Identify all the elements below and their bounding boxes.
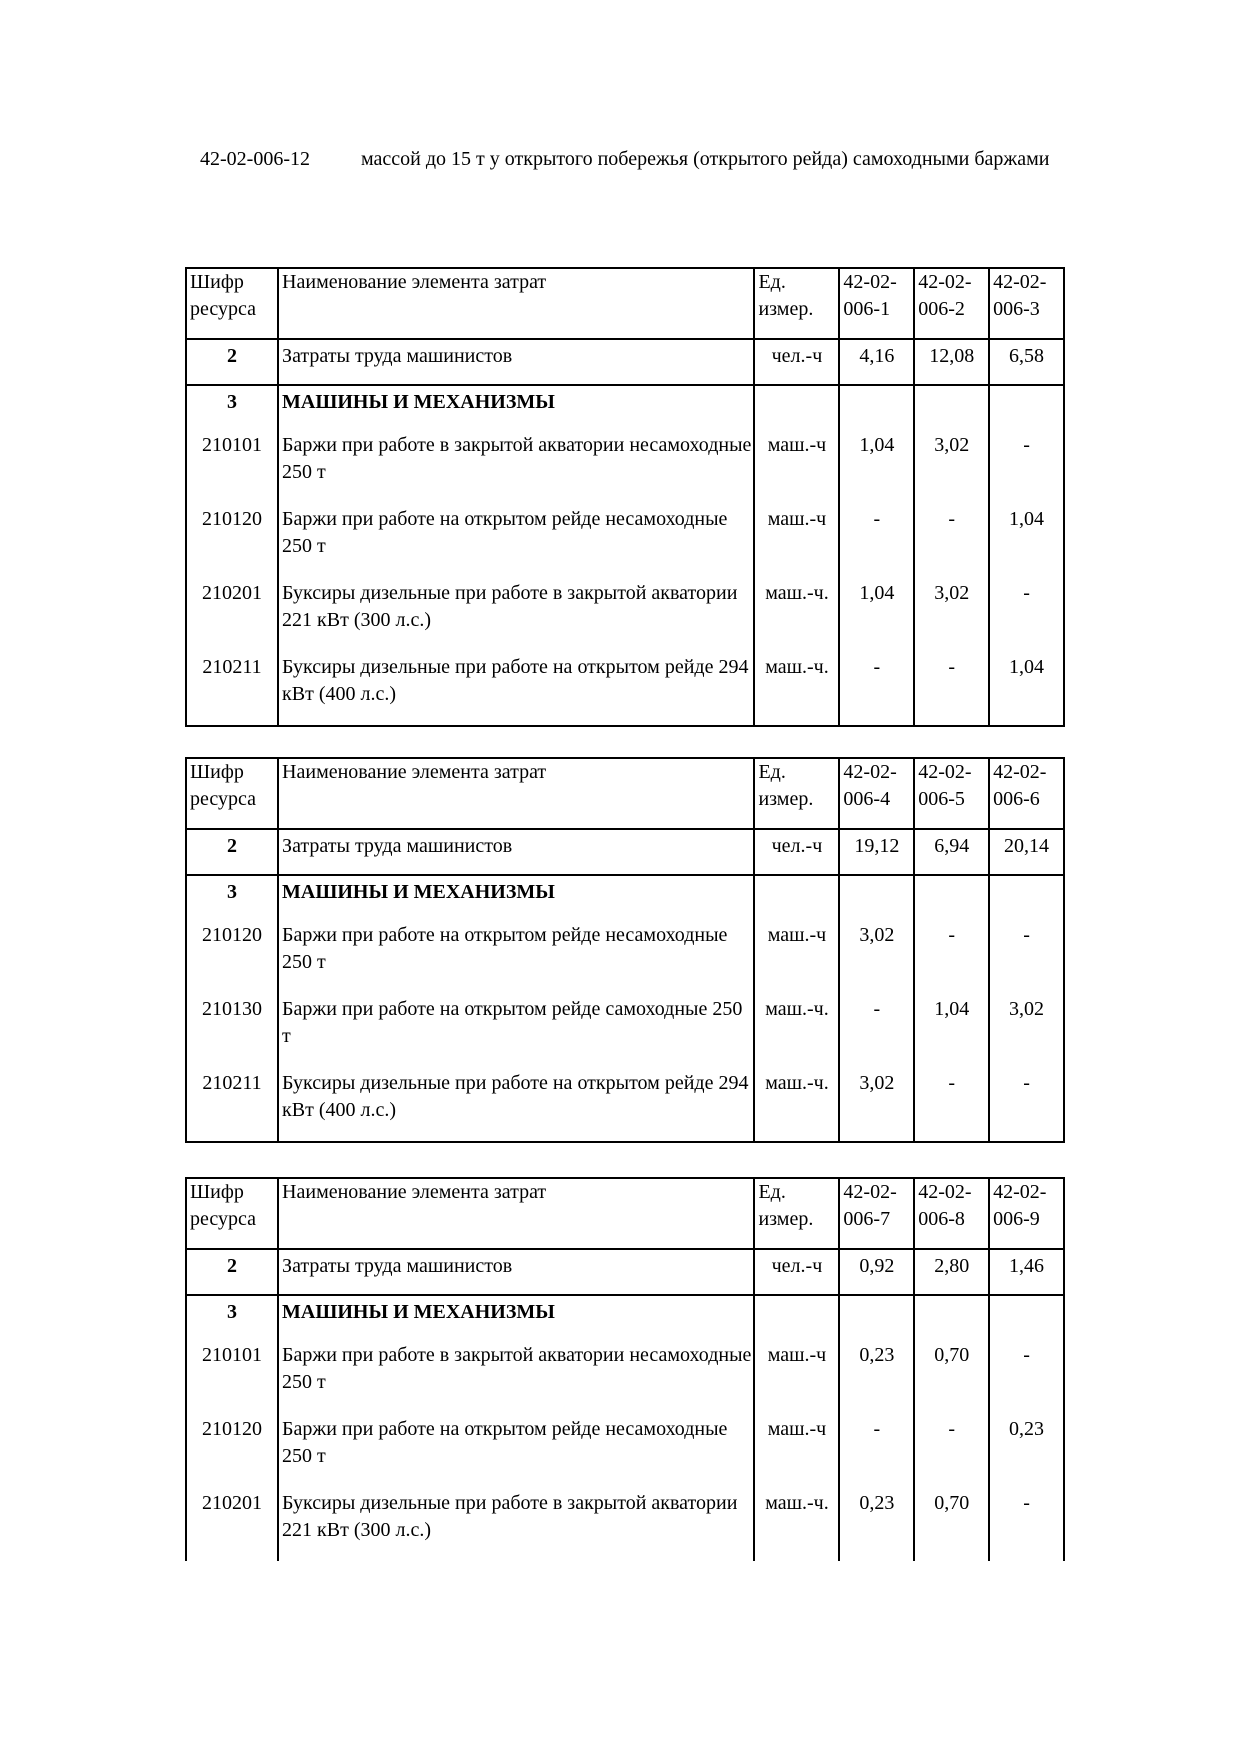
resource-name: Затраты труда машинистов	[278, 339, 754, 385]
empty-cell	[839, 875, 914, 919]
value-cell: 0,70	[914, 1339, 989, 1413]
value-cell: 0,70	[914, 1487, 989, 1561]
resource-code: 210201	[186, 577, 278, 651]
value-cell: -	[839, 503, 914, 577]
resource-name: Затраты труда машинистов	[278, 829, 754, 875]
resource-name: Буксиры дизельные при работе в закрытой акватории 221 кВт (300 л.с.)	[278, 1487, 754, 1561]
empty-cell	[754, 385, 839, 429]
resource-table-2	[185, 757, 1065, 1143]
unit-cell: маш.-ч	[754, 429, 839, 503]
resource-name: Баржи при работе в закрытой акватории несамоходные 250 т	[278, 429, 754, 503]
empty-cell	[839, 385, 914, 429]
unit-cell: маш.-ч	[754, 919, 839, 993]
norm-title: массой до 15 т у открытого побережья (открытого рейда) самоходными баржами	[361, 148, 1050, 170]
value-cell: 1,46	[989, 1249, 1064, 1295]
resource-code: 210120	[186, 503, 278, 577]
column-header: 42-02-006-6	[989, 758, 1064, 829]
resource-name: Баржи при работе на открытом рейде несамоходные 250 т	[278, 1413, 754, 1487]
resource-name: Баржи при работе на открытом рейде самоходные 250 т	[278, 993, 754, 1067]
value-cell: -	[989, 577, 1064, 651]
empty-cell	[914, 875, 989, 919]
resource-table-3	[185, 1177, 1065, 1561]
value-cell: 3,02	[914, 429, 989, 503]
table-header-row	[186, 268, 1064, 339]
table-row	[186, 1487, 1064, 1561]
value-cell: -	[914, 503, 989, 577]
table-header-row	[186, 1178, 1064, 1249]
value-cell: 3,02	[989, 993, 1064, 1067]
unit-cell: маш.-ч.	[754, 1487, 839, 1561]
value-cell: 1,04	[989, 503, 1064, 577]
value-cell: -	[839, 993, 914, 1067]
column-header: Наименование элемента затрат	[278, 758, 754, 829]
value-cell: -	[989, 1487, 1064, 1561]
unit-cell: чел.-ч	[754, 339, 839, 385]
unit-cell: чел.-ч	[754, 1249, 839, 1295]
empty-cell	[914, 1295, 989, 1339]
column-header: Наименование элемента затрат	[278, 1178, 754, 1249]
section-row	[186, 875, 1064, 919]
table-row	[186, 429, 1064, 503]
table-header-row	[186, 758, 1064, 829]
unit-cell: маш.-ч	[754, 503, 839, 577]
column-header: 42-02-006-1	[839, 268, 914, 339]
value-cell: -	[839, 651, 914, 726]
labor-row	[186, 339, 1064, 385]
section-code: 3	[186, 1295, 278, 1339]
value-cell: -	[914, 919, 989, 993]
column-header: 42-02-006-4	[839, 758, 914, 829]
resource-code: 210120	[186, 919, 278, 993]
cost-table	[185, 757, 1065, 1143]
empty-cell	[989, 875, 1064, 919]
unit-cell: маш.-ч.	[754, 1067, 839, 1142]
empty-cell	[914, 385, 989, 429]
section-code: 3	[186, 385, 278, 429]
unit-cell: маш.-ч.	[754, 651, 839, 726]
section-code: 3	[186, 875, 278, 919]
value-cell: 1,04	[839, 577, 914, 651]
unit-cell: маш.-ч.	[754, 577, 839, 651]
value-cell: 0,23	[989, 1413, 1064, 1487]
table-row	[186, 1413, 1064, 1487]
value-cell: 19,12	[839, 829, 914, 875]
table-row	[186, 919, 1064, 993]
resource-code: 2	[186, 829, 278, 875]
resource-name: Буксиры дизельные при работе на открытом рейде 294 кВт (400 л.с.)	[278, 1067, 754, 1142]
unit-cell: маш.-ч	[754, 1413, 839, 1487]
table-row	[186, 1339, 1064, 1413]
value-cell: 0,92	[839, 1249, 914, 1295]
value-cell: 6,94	[914, 829, 989, 875]
value-cell: -	[914, 651, 989, 726]
resource-code: 210101	[186, 1339, 278, 1413]
value-cell: 1,04	[914, 993, 989, 1067]
table-row	[186, 1067, 1064, 1142]
value-cell: 20,14	[989, 829, 1064, 875]
resource-name: Баржи при работе в закрытой акватории несамоходные 250 т	[278, 1339, 754, 1413]
labor-row	[186, 1249, 1064, 1295]
value-cell: 3,02	[839, 919, 914, 993]
resource-code: 2	[186, 1249, 278, 1295]
resource-name: Затраты труда машинистов	[278, 1249, 754, 1295]
value-cell: -	[989, 1339, 1064, 1413]
section-row	[186, 1295, 1064, 1339]
resource-code: 210101	[186, 429, 278, 503]
resource-name: Баржи при работе на открытом рейде несамоходные 250 т	[278, 919, 754, 993]
resource-code: 210211	[186, 1067, 278, 1142]
empty-cell	[989, 385, 1064, 429]
cost-table	[185, 267, 1065, 727]
cost-table	[185, 1177, 1065, 1561]
resource-name: Буксиры дизельные при работе на открытом рейде 294 кВт (400 л.с.)	[278, 651, 754, 726]
labor-row	[186, 829, 1064, 875]
resource-name: Буксиры дизельные при работе в закрытой акватории 221 кВт (300 л.с.)	[278, 577, 754, 651]
section-title: МАШИНЫ И МЕХАНИЗМЫ	[278, 1295, 754, 1339]
value-cell: 0,23	[839, 1487, 914, 1561]
column-header: 42-02-006-7	[839, 1178, 914, 1249]
column-header: Ед. измер.	[754, 1178, 839, 1249]
resource-name: Баржи при работе на открытом рейде несамоходные 250 т	[278, 503, 754, 577]
table-row	[186, 993, 1064, 1067]
value-cell: 0,23	[839, 1339, 914, 1413]
column-header: Ед. измер.	[754, 268, 839, 339]
unit-cell: чел.-ч	[754, 829, 839, 875]
value-cell: 4,16	[839, 339, 914, 385]
resource-code: 210130	[186, 993, 278, 1067]
value-cell: 1,04	[989, 651, 1064, 726]
section-title: МАШИНЫ И МЕХАНИЗМЫ	[278, 385, 754, 429]
resource-code: 210211	[186, 651, 278, 726]
unit-cell: маш.-ч	[754, 1339, 839, 1413]
resource-code: 210201	[186, 1487, 278, 1561]
empty-cell	[754, 875, 839, 919]
value-cell: -	[914, 1413, 989, 1487]
empty-cell	[989, 1295, 1064, 1339]
table-row	[186, 503, 1064, 577]
empty-cell	[839, 1295, 914, 1339]
table-row	[186, 651, 1064, 726]
section-title: МАШИНЫ И МЕХАНИЗМЫ	[278, 875, 754, 919]
value-cell: 6,58	[989, 339, 1064, 385]
column-header: Шифр ресурса	[186, 758, 278, 829]
resource-table-1	[185, 267, 1065, 727]
column-header: 42-02-006-9	[989, 1178, 1064, 1249]
value-cell: 2,80	[914, 1249, 989, 1295]
column-header: Ед. измер.	[754, 758, 839, 829]
value-cell: -	[839, 1413, 914, 1487]
column-header: 42-02-006-8	[914, 1178, 989, 1249]
empty-cell	[754, 1295, 839, 1339]
value-cell: 3,02	[914, 577, 989, 651]
column-header: Наименование элемента затрат	[278, 268, 754, 339]
column-header: 42-02-006-2	[914, 268, 989, 339]
resource-code: 210120	[186, 1413, 278, 1487]
table-row	[186, 577, 1064, 651]
column-header: Шифр ресурса	[186, 1178, 278, 1249]
value-cell: 3,02	[839, 1067, 914, 1142]
column-header: Шифр ресурса	[186, 268, 278, 339]
column-header: 42-02-006-3	[989, 268, 1064, 339]
resource-code: 2	[186, 339, 278, 385]
value-cell: -	[989, 1067, 1064, 1142]
value-cell: 1,04	[839, 429, 914, 503]
section-row	[186, 385, 1064, 429]
value-cell: -	[989, 919, 1064, 993]
norm-code: 42-02-006-12	[200, 148, 310, 170]
column-header: 42-02-006-5	[914, 758, 989, 829]
unit-cell: маш.-ч.	[754, 993, 839, 1067]
value-cell: 12,08	[914, 339, 989, 385]
value-cell: -	[914, 1067, 989, 1142]
value-cell: -	[989, 429, 1064, 503]
